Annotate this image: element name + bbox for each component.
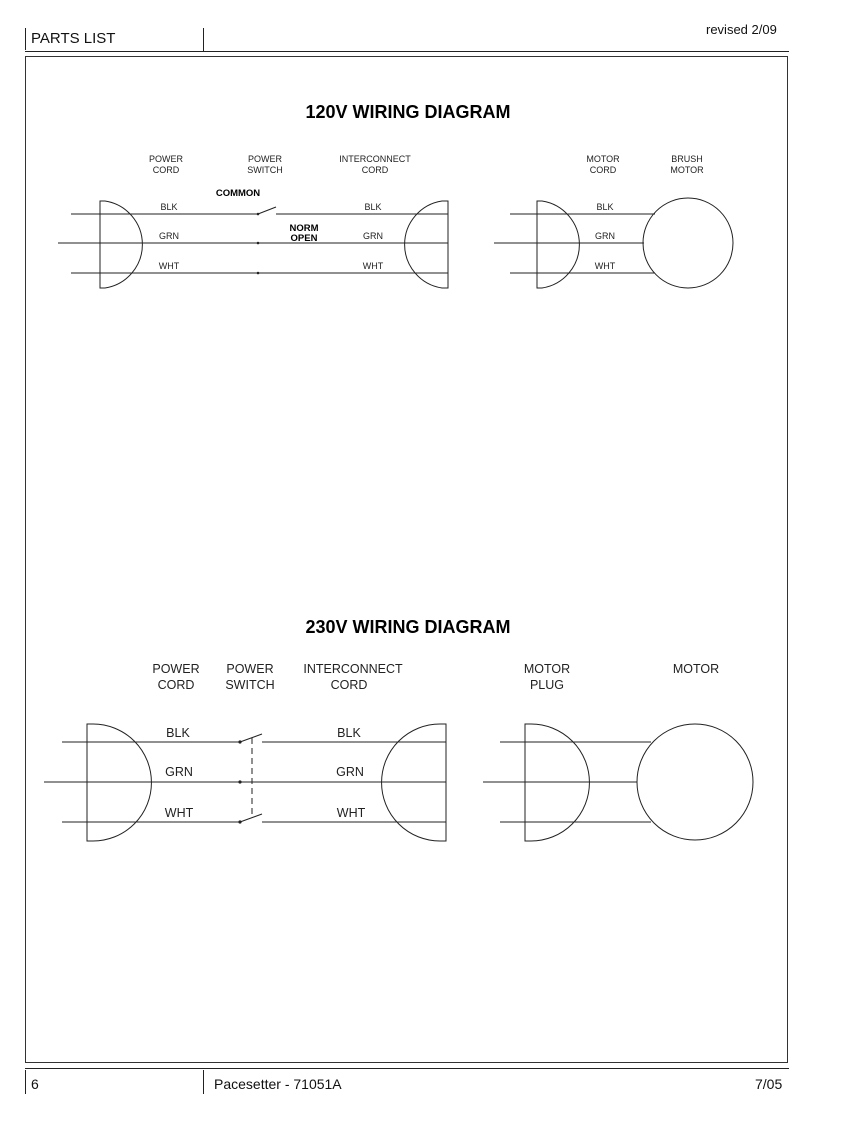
wire-label-blk-120-b: BLK [364,202,382,212]
label-motor-plug-l2: PLUG [529,678,565,692]
wire-label-wht-230-b: WHT [336,806,366,820]
switch-dot-grn-120 [257,242,260,245]
footer-divider [203,1070,204,1094]
wire-label-grn-120-c: GRN [595,231,615,241]
wire-label-blk-230-b: BLK [337,726,361,740]
switch-dot-blk-230 [238,740,241,743]
switch-dot-blk-120 [257,213,260,216]
wire-label-grn-230-a: GRN [165,765,193,779]
wire-label-grn-230-b: GRN [336,765,364,779]
label-motor-cord-120-l1: MOTOR [586,154,620,164]
wire-label-wht-120-b: WHT [362,261,384,271]
switch-dot-wht-120 [257,272,260,275]
brush-motor-symbol [643,198,733,288]
wire-label-wht-120-c: WHT [594,261,616,271]
label-motor-plug-l1: MOTOR [523,662,571,676]
label-brush-motor-l1: BRUSH [671,154,703,164]
label-interconnect-120-l1: INTERCONNECT [339,154,411,164]
diagram-230v [44,617,753,841]
label-power-cord-120-l2: CORD [152,165,180,175]
switch-dot-wht-230 [238,820,241,823]
label-power-cord-230-l1: POWER [152,662,200,676]
wire-label-grn-120-a: GRN [159,231,179,241]
revision-label: revised 2/09 [706,22,777,37]
footer-top-rule [25,1068,789,1069]
title-120v: 120V WIRING DIAGRAM [305,102,511,122]
label-common: COMMON [215,188,261,199]
wire-label-blk-120-a: BLK [160,202,178,212]
wire-label-blk-230-a: BLK [166,726,190,740]
diagram-120v [58,102,733,288]
switch-blade-blk-230 [240,734,262,742]
label-brush-motor-l2: MOTOR [670,165,704,175]
wire-label-wht-230-a: WHT [164,806,194,820]
label-interconnect-230-l2: CORD [330,678,368,692]
footer-left-rule [25,1070,26,1094]
wire-label-blk-120-c: BLK [596,202,614,212]
switch-blade-120 [258,207,276,214]
label-open: OPEN [290,233,318,244]
label-power-switch-120-l2: SWITCH [247,165,283,175]
label-power-cord-120-l1: POWER [148,154,184,164]
section-title: PARTS LIST [31,30,116,47]
motor-symbol-230 [637,724,753,840]
footer-date: 7/05 [755,1076,783,1092]
label-interconnect-230-l1: INTERCONNECT [303,662,403,676]
wire-label-grn-120-b: GRN [363,231,383,241]
wire-label-wht-120-a: WHT [158,261,180,271]
label-power-switch-230-l2: SWITCH [225,678,275,692]
switch-blade-wht-230 [240,814,262,822]
label-power-switch-230-l1: POWER [226,662,274,676]
switch-dot-grn-230 [238,780,241,783]
label-norm: NORM [289,223,319,234]
model-name: Pacesetter - 71051A [214,1076,342,1092]
label-motor-cord-120-l2: CORD [589,165,617,175]
page-number: 6 [31,1076,39,1092]
label-motor: MOTOR [672,662,720,676]
label-interconnect-120-l2: CORD [361,165,389,175]
label-power-switch-120-l1: POWER [247,154,283,164]
label-power-cord-230-l2: CORD [157,678,195,692]
title-230v: 230V WIRING DIAGRAM [305,617,511,637]
